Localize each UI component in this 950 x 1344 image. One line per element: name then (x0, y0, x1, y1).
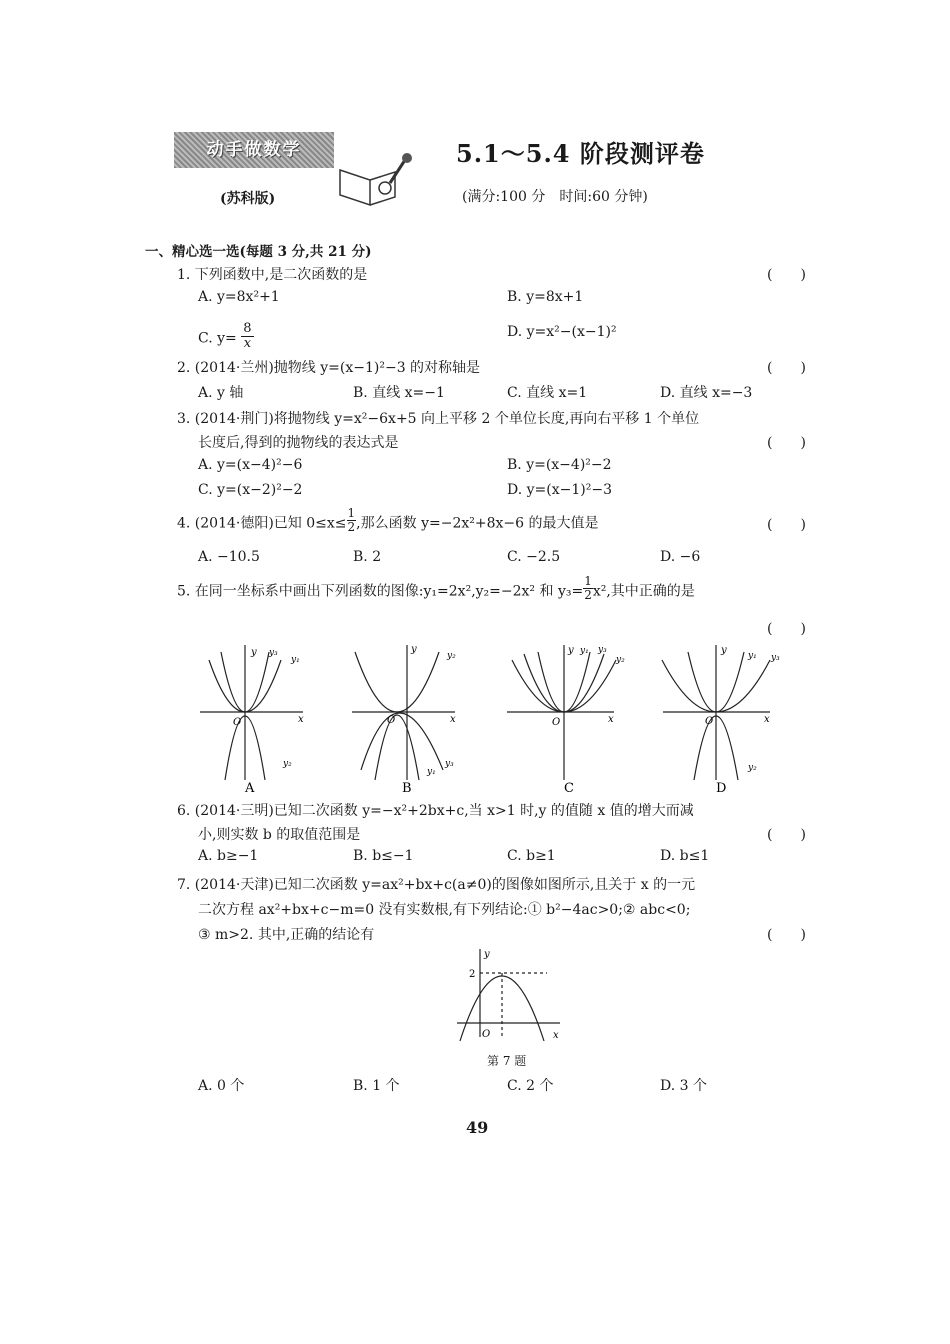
q5a-label: A (245, 781, 255, 795)
q2-option-c: C. 直线 x=1 (507, 385, 588, 401)
q1-option-d: D. y=x²−(x−1)² (507, 324, 617, 340)
book-magnifier-icon (335, 150, 415, 210)
q6-stem-line1: 6. (2014·三明)已知二次函数 y=−x²+2bx+c,当 x>1 时,y 的值随 x 值的增大而减 (177, 803, 694, 819)
q5c-label-y2: y₂ (616, 655, 625, 665)
q5c-label: C (564, 781, 574, 795)
q6-answer-paren: ( ) (767, 827, 806, 843)
q7-stem-line2: 二次方程 ax²+bx+c−m=0 没有实数根,有下列结论:① b²−4ac>0;② abc<0; (198, 902, 691, 918)
q5b-y-label: y (411, 644, 417, 655)
q5-answer-paren: ( ) (767, 621, 806, 637)
q5d-label-y2: y₂ (748, 763, 757, 773)
q7-option-c: C. 2 个 (507, 1078, 554, 1094)
q4-option-b: B. 2 (353, 549, 382, 565)
q7-option-d: D. 3 个 (660, 1078, 707, 1094)
q5a-label-y1: y₁ (291, 655, 300, 665)
q7-y-label: y (484, 949, 490, 960)
q5b-label: B (402, 781, 412, 795)
q4-fraction (347, 507, 357, 534)
q7-option-a: A. 0 个 (198, 1078, 245, 1094)
q7-option-b: B. 1 个 (353, 1078, 400, 1094)
q7-answer-paren: ( ) (767, 927, 806, 943)
q7-graph (452, 945, 572, 1045)
q1-option-c-fraction (241, 322, 253, 351)
q5b-curve-y2 (355, 652, 439, 712)
q7-tick-2: 2 (469, 969, 476, 980)
q3-stem-line1: 3. (2014·荆门)将抛物线 y=x²−6x+5 向上平移 2 个单位长度,再向右平移 1 个单位 (177, 411, 700, 427)
series-logo: 动手做数学 (174, 132, 334, 168)
q7-figure-caption: 第 7 题 (487, 1054, 527, 1068)
q5-graph-a (195, 640, 315, 795)
q7-stem-line3: ③ m>2. 其中,正确的结论有 (198, 927, 375, 943)
q5-stem-end: x²,其中正确的是 (592, 583, 695, 600)
q1-c-numerator: 8 (243, 321, 252, 336)
q5d-y-label: y (721, 645, 727, 656)
q6-stem-line2: 小,则实数 b 的取值范围是 (198, 827, 361, 843)
q4-option-a: A. −10.5 (198, 549, 260, 565)
exam-info: (满分:100 分 时间:60 分钟) (462, 189, 648, 205)
q3-option-d: D. y=(x−1)²−3 (507, 482, 612, 498)
q4-answer-paren: ( ) (767, 517, 806, 533)
q3-option-a: A. y=(x−4)²−6 (198, 457, 303, 473)
q3-answer-paren: ( ) (767, 435, 806, 451)
q4-stem-start: 4. (2014·德阳)已知 0≤x≤ (177, 515, 347, 532)
q1-answer-paren: ( ) (767, 267, 806, 283)
q4-option-c: C. −2.5 (507, 549, 561, 565)
q2-stem: 2. (2014·兰州)抛物线 y=(x−1)²−3 的对称轴是 (177, 360, 481, 376)
q1-option-c-prefix: C. y= (198, 330, 237, 347)
q2-answer-paren: ( ) (767, 360, 806, 376)
q4-fraction-num: 1 (347, 506, 356, 520)
q5d-label: D (716, 781, 727, 795)
edition-label: (苏科版) (220, 191, 276, 207)
q4-stem (177, 506, 599, 537)
q5b-label-y3: y₃ (445, 759, 454, 769)
q5c-label-y3: y₃ (598, 645, 607, 655)
q5-graph-b (347, 640, 467, 795)
section-title: 一、精心选一选(每题 3 分,共 21 分) (145, 244, 372, 260)
q5c-label-y1: y₁ (580, 646, 589, 656)
q7-stem-line1: 7. (2014·天津)已知二次函数 y=ax²+bx+c(a≠0)的图像如图所示,且关于 x 的一元 (177, 877, 696, 893)
q1-stem: 1. 下列函数中,是二次函数的是 (177, 267, 368, 283)
q5a-label-y2: y₂ (283, 759, 292, 769)
q3-stem-line2: 长度后,得到的抛物线的表达式是 (198, 435, 399, 451)
q2-option-b: B. 直线 x=−1 (353, 385, 445, 401)
q4-fraction-den: 2 (347, 520, 356, 534)
q5d-origin: O (705, 716, 714, 727)
q5-graph-d (658, 640, 783, 795)
q5-fraction-num: 1 (584, 574, 592, 588)
q5-fraction-den: 2 (584, 588, 592, 602)
page-number: 49 (466, 1118, 489, 1137)
q5d-x-label: x (764, 714, 770, 725)
q5-stem-start: 5. 在同一坐标系中画出下列函数的图像:y₁=2x²,y₂=−2x² 和 y₃= (177, 583, 584, 600)
q5c-x-label: x (608, 714, 614, 725)
q7-x-label: x (553, 1030, 559, 1041)
q5b-label-y1: y₁ (427, 767, 436, 777)
page-title: 5.1～5.4 阶段测评卷 (456, 139, 705, 168)
q5c-origin: O (552, 717, 561, 728)
q1-c-denominator: x (243, 336, 252, 351)
q3-option-b: B. y=(x−4)²−2 (507, 457, 612, 473)
q5-stem (177, 574, 695, 605)
q5c-y-label: y (568, 645, 574, 656)
q6-option-a: A. b≥−1 (198, 848, 259, 864)
q6-option-d: D. b≤1 (660, 848, 710, 864)
q2-option-d: D. 直线 x=−3 (660, 385, 753, 401)
q5d-label-y1: y₁ (748, 651, 757, 661)
q2-option-a: A. y 轴 (198, 385, 244, 401)
q5a-origin: O (233, 717, 242, 728)
q5a-y-label: y (251, 647, 257, 658)
q5-graph-c (502, 640, 632, 795)
q5a-label-y3: y₃ (269, 648, 278, 658)
q5b-origin: O (387, 715, 396, 726)
q3-option-c: C. y=(x−2)²−2 (198, 482, 303, 498)
q5a-x-label: x (298, 714, 304, 725)
q5b-x-label: x (450, 714, 456, 725)
q4-option-d: D. −6 (660, 549, 701, 565)
q6-option-c: C. b≥1 (507, 848, 556, 864)
q5b-label-y2: y₂ (447, 651, 456, 661)
q7-origin: O (482, 1029, 491, 1040)
q5d-label-y3: y₃ (771, 653, 780, 663)
q1-option-c (198, 321, 254, 353)
q4-stem-end: ,那么函数 y=−2x²+8x−6 的最大值是 (356, 515, 599, 532)
q5b-curve-y3 (361, 713, 443, 770)
q5-fraction (583, 575, 593, 602)
q1-option-b: B. y=8x+1 (507, 289, 584, 305)
q1-option-a: A. y=8x²+1 (198, 289, 280, 305)
q6-option-b: B. b≤−1 (353, 848, 414, 864)
